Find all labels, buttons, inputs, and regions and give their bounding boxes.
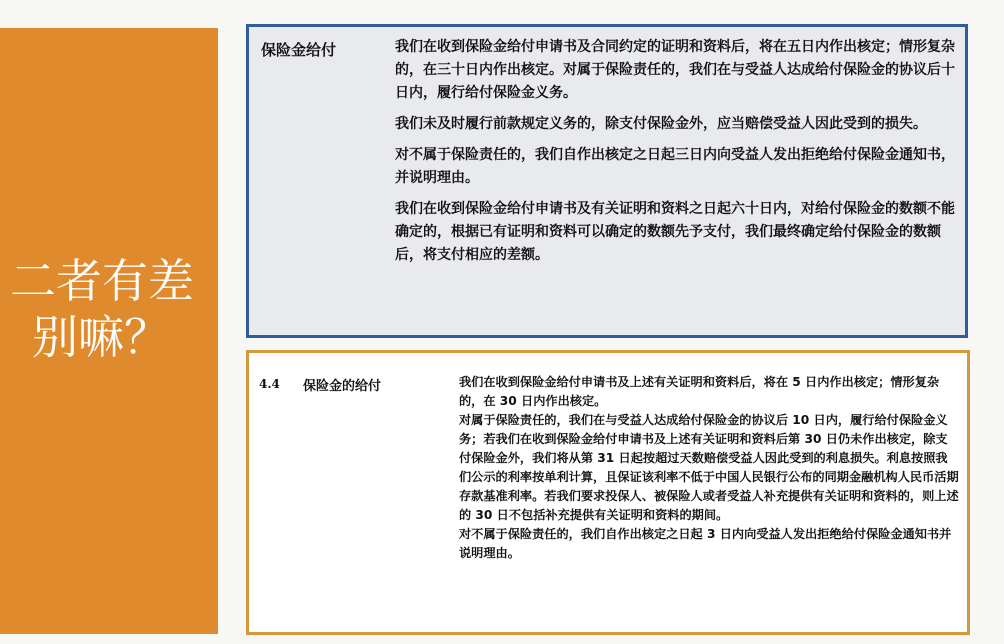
new-clause-paragraph: 对不属于保险责任的，我们自作出核定之日起 3 日内向受益人发出拒绝给付保险金通知书并说明理由。: [459, 527, 952, 560]
old-clause-body: [395, 36, 963, 275]
new-clause-box: [246, 350, 970, 635]
new-clause-body: [459, 373, 959, 563]
side-question-line2: 别嘛？: [32, 310, 170, 364]
old-clause-paragraph: 对不属于保险责任的，我们自作出核定之日起三日内向受益人发出拒绝给付保险金通知书，并说明理由。: [395, 147, 955, 186]
side-question: [10, 253, 220, 365]
old-clause-box: [246, 24, 968, 338]
side-question-line1: 二者有差: [10, 254, 194, 308]
new-clause-number: 4.4: [259, 377, 280, 391]
old-clause-paragraph: 我们未及时履行前款规定义务的，除支付保险金外，应当赔偿受益人因此受到的损失。: [395, 116, 927, 132]
new-clause-paragraph: 对属于保险责任的，我们在与受益人达成给付保险金的协议后 10 日内，履行给付保险金义务；若我们在收到保险金给付申请书及上述有关证明和资料后第 30 日仍未作出核定，除支付保险金外，我们将从第 31 日起按超过天数赔偿受益人因此受到的利息损失。利息按照我们公示的利率按单利计算，且保证该利率不低于中国人民银行公布的同期金融机构人民币活期存款基准利率。若我们要求投保人、被保险人或者受益人补充提供有关证明和资料的，则上述的 30 日不包括补充提供有关证明和资料的期间。: [459, 413, 959, 522]
old-clause-paragraph: 我们在收到保险金给付申请书及合同约定的证明和资料后，将在五日内作出核定；情形复杂的，在三十日内作出核定。对属于保险责任的，我们在与受益人达成给付保险金的协议后十日内，履行给付保险金义务。: [395, 39, 955, 101]
old-clause-paragraph: 我们在收到保险金给付申请书及有关证明和资料之日起六十日内，对给付保险金的数额不能确定的，根据已有证明和资料可以确定的数额先予支付，我们最终确定给付保险金的数额后，将支付相应的差额。: [395, 201, 955, 263]
new-clause-heading: 保险金的给付: [303, 379, 382, 394]
new-clause-paragraph: 我们在收到保险金给付申请书及上述有关证明和资料后，将在 5 日内作出核定；情形复杂的，在 30 日内作出核定。: [459, 375, 940, 408]
old-clause-heading: 保险金给付: [261, 41, 337, 59]
